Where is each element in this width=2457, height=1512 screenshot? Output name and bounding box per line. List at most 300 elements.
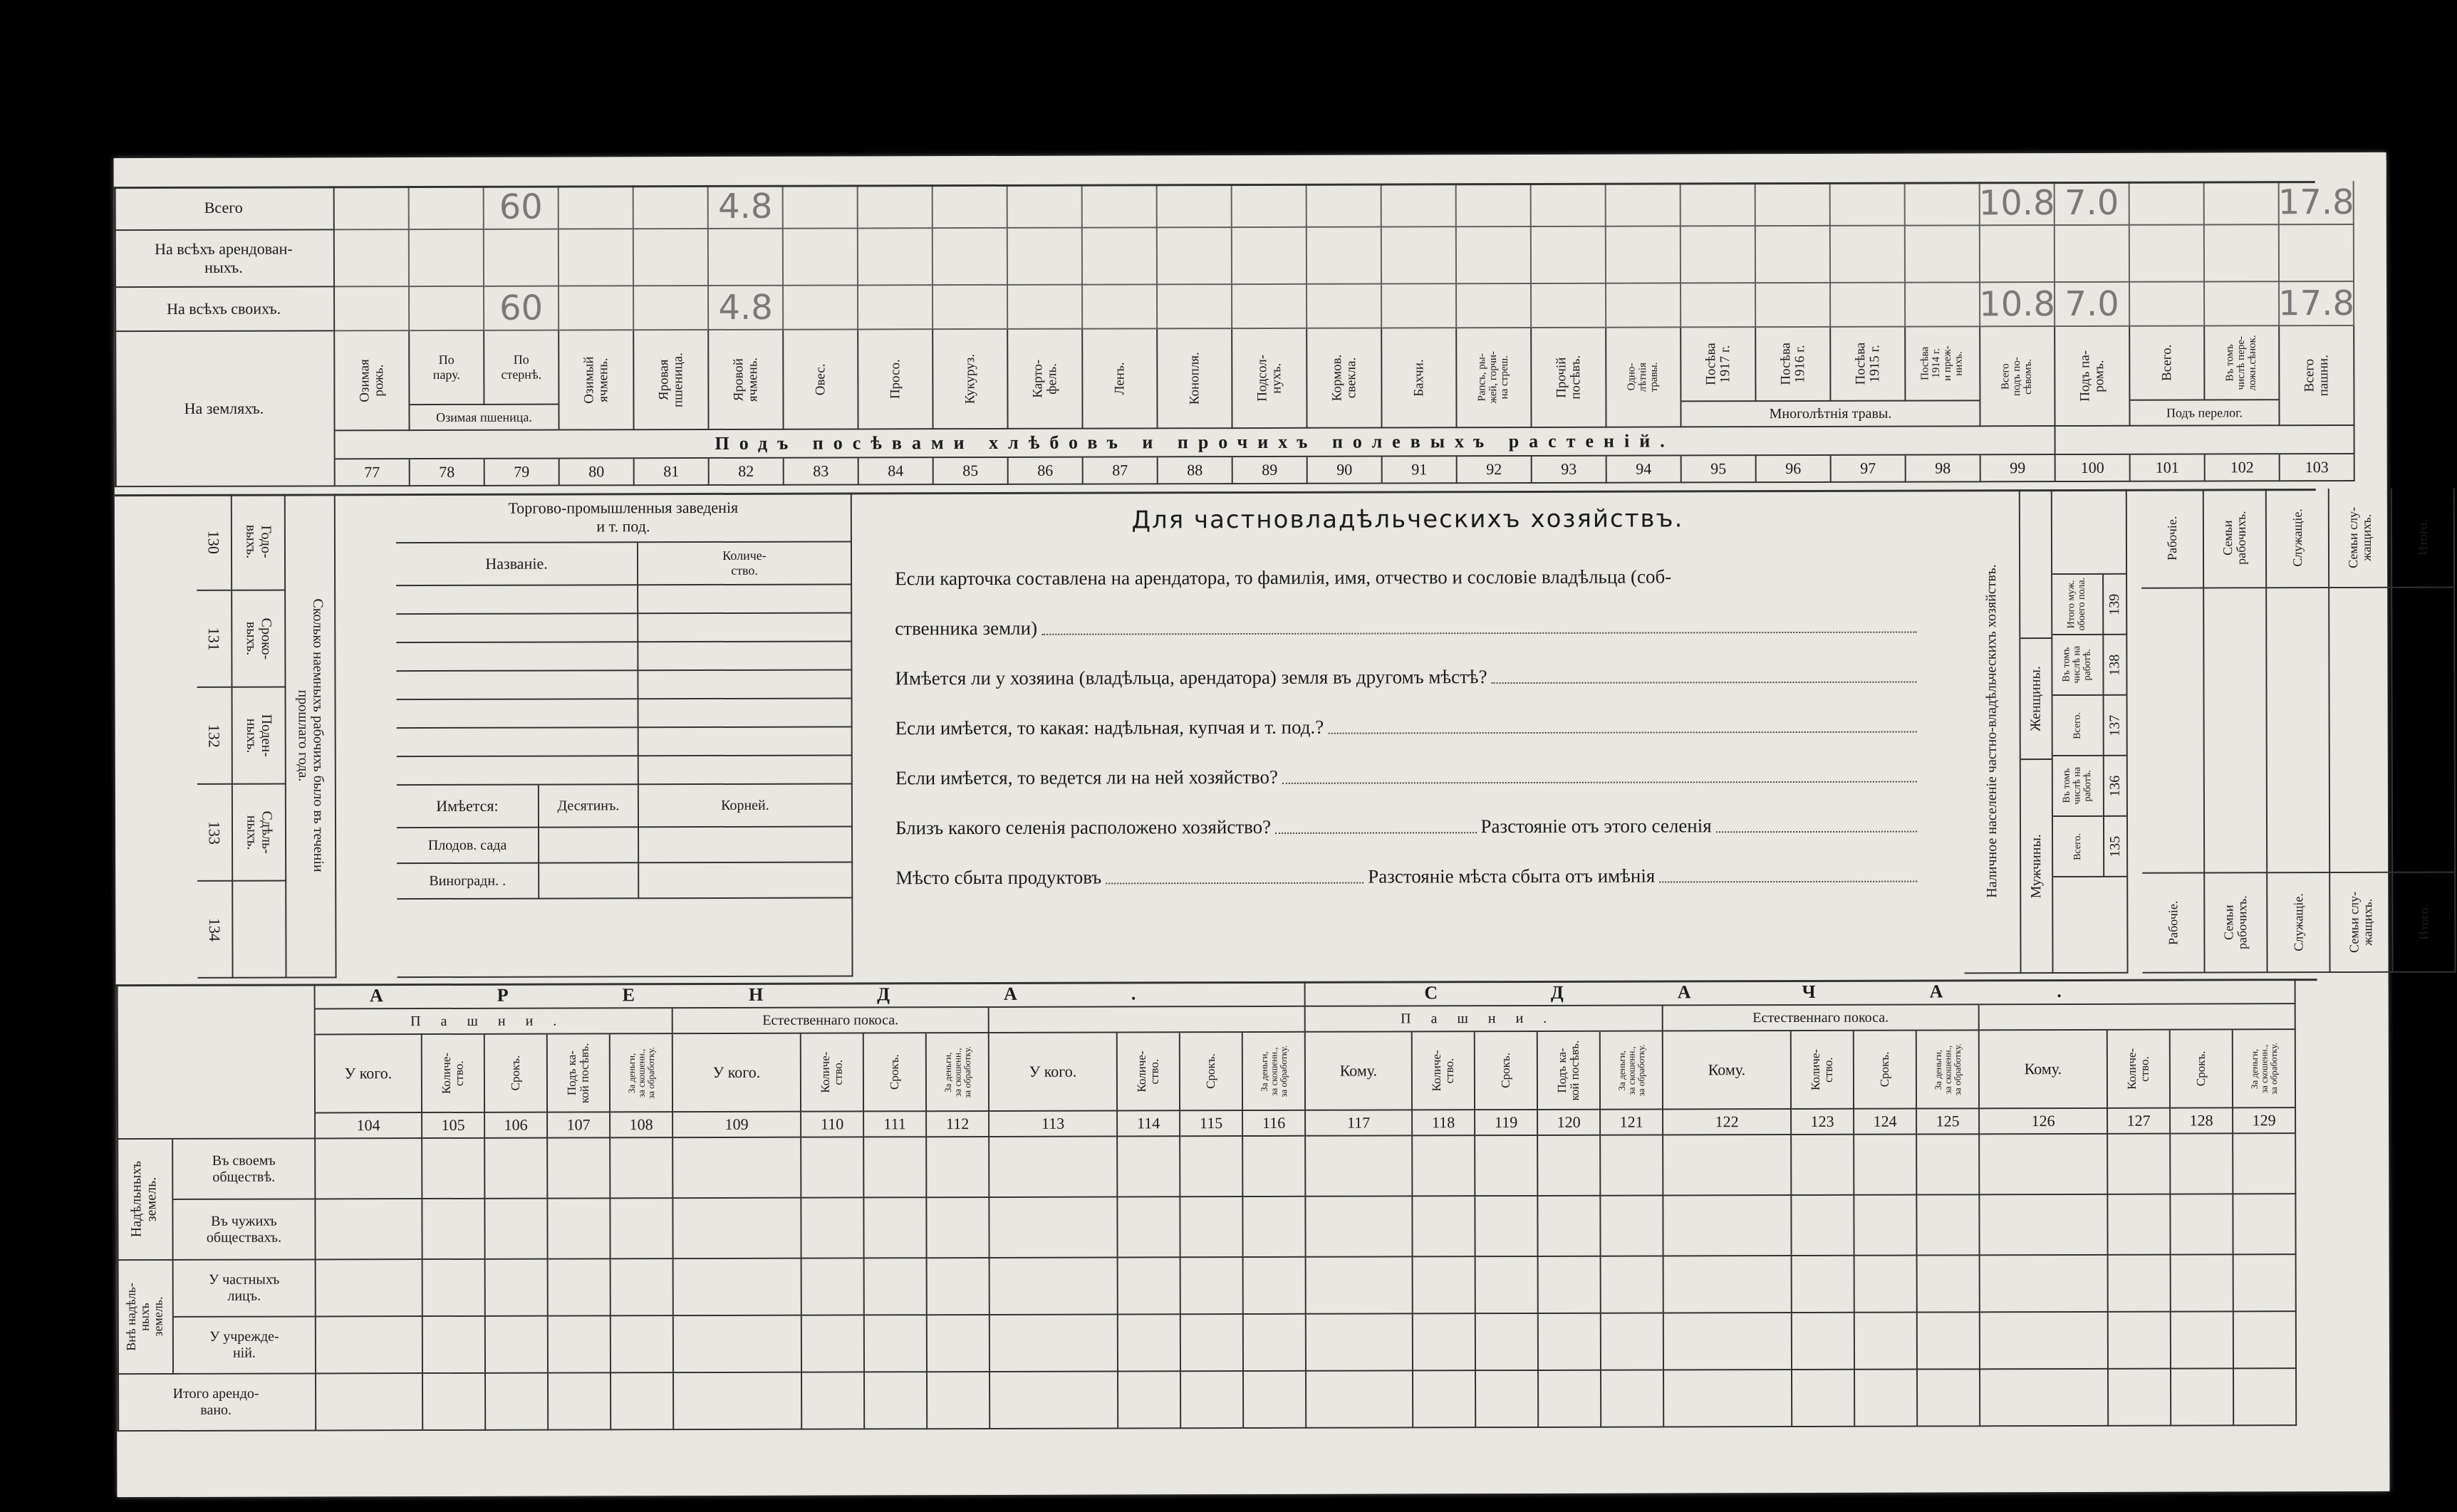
crop-88-row-1 — [1158, 228, 1232, 285]
crop-number-80 — [560, 459, 635, 486]
crop-77-row-0 — [335, 186, 410, 230]
group-label-2 — [117, 1261, 174, 1375]
crop-82-row-0 — [709, 185, 784, 229]
bottom-cell-3-109 — [674, 1316, 802, 1373]
bottom-total-111 — [865, 1372, 928, 1429]
bottom-cell-2-115 — [1181, 1258, 1244, 1315]
crop-number-77-text: 77 — [364, 463, 380, 481]
bottom-head-115-text: Срокъ. — [1203, 1053, 1218, 1089]
bottom-total-127 — [2109, 1370, 2171, 1427]
crop-number-86-text: 86 — [1037, 461, 1054, 479]
right-col-mid-3 — [2329, 588, 2393, 873]
bottom-row-label-3-text: У учрежде- ній. — [209, 1328, 279, 1361]
bottom-num-107 — [548, 1112, 611, 1138]
question-text-5-2: Разстояніе отъ этого селенія — [1480, 815, 1712, 838]
bottom-cell-3-125 — [1918, 1313, 1980, 1370]
bottom-total-104 — [316, 1374, 423, 1431]
bottom-head-108 — [611, 1034, 673, 1112]
crop-number-85 — [934, 458, 1009, 485]
bottom-head-123 — [1792, 1031, 1854, 1110]
right-col-bottom-2 — [2268, 873, 2330, 973]
crop-96-row-1 — [1756, 226, 1831, 283]
bottom-total-122 — [1664, 1370, 1792, 1427]
bottom-cell-2-111 — [865, 1258, 928, 1315]
crop-88-row-0 — [1158, 184, 1232, 228]
crop-79-row-0-text: 60 — [499, 187, 543, 227]
bottom-cell-1-115 — [1180, 1197, 1243, 1258]
bottom-head-119-text: Срокъ. — [1498, 1053, 1513, 1088]
worker-num-134 — [197, 882, 233, 979]
bottom-num-110 — [801, 1112, 864, 1137]
bottom-cell-3-129 — [2234, 1312, 2297, 1369]
bottom-head-107 — [548, 1034, 611, 1112]
bottom-cell-2-104 — [316, 1260, 423, 1317]
right-col-bottom-3-text: Семьи слу- жащихъ. — [2347, 891, 2375, 953]
bottom-num-129 — [2233, 1108, 2296, 1134]
crop-84-row-1 — [858, 229, 933, 286]
crop-90-row-0 — [1307, 184, 1382, 228]
bottom-cell-2-119 — [1476, 1257, 1539, 1314]
bottom-cell-0-110 — [801, 1137, 864, 1198]
crop-header-93-text: Прочій посѣвъ. — [1553, 355, 1583, 400]
bottom-head-127-text: Количе- ство. — [2124, 1048, 2151, 1090]
bottom-num-124 — [1854, 1110, 1917, 1135]
right-col-top-1-text: Семьи рабочихъ. — [2220, 511, 2249, 565]
bottom-num-104 — [316, 1113, 422, 1139]
pop-head-137 — [2053, 696, 2104, 756]
bottom-cell-2-123 — [1792, 1256, 1855, 1313]
bottom-cell-2-113 — [990, 1258, 1118, 1315]
bottom-head-118 — [1413, 1032, 1475, 1110]
bottom-head-111-text: Срокъ. — [887, 1054, 902, 1090]
bottom-head-104-text: У кого. — [344, 1064, 393, 1083]
answer-line-1[interactable] — [1042, 625, 1916, 635]
bottom-head-109-text: У кого. — [712, 1063, 761, 1081]
crop-number-99 — [1981, 455, 2056, 482]
worker-head-131-text: Сроко- выхъ. — [243, 617, 274, 659]
crop-number-102 — [2206, 454, 2280, 481]
crop-83-row-2 — [784, 286, 858, 330]
crop-number-85-text: 85 — [962, 462, 979, 480]
crop-95-row-2 — [1681, 283, 1756, 328]
crop-number-97 — [1832, 456, 1906, 483]
bottom-head-121-text: За деньги, за скошенн., за обработку. — [1616, 1044, 1646, 1096]
bottom-row-label-1-text: Въ чужихъ обществахъ. — [206, 1213, 282, 1246]
bottom-head-114 — [1118, 1033, 1180, 1111]
bottom-cell-2-127 — [2109, 1256, 2171, 1313]
crop-header-96-text: Посѣва 1916 г. — [1777, 343, 1807, 385]
crop-number-82-text: 82 — [738, 462, 754, 480]
bottom-cell-1-120 — [1538, 1196, 1601, 1257]
arenda-banner-text: АРЕНДА. — [369, 983, 1250, 1006]
question-text-6-2: Разстояніе мѣста сбыта отъ имѣнія — [1368, 865, 1656, 887]
bottom-num-112 — [927, 1112, 989, 1137]
crop-97-row-2 — [1831, 283, 1906, 328]
bottom-total-124 — [1855, 1370, 1918, 1427]
crop-100-row-0 — [2055, 182, 2130, 226]
trade-title-text: Торгово-промышленныя заведенія и т. под. — [508, 498, 739, 536]
trade-name-row-6 — [397, 756, 639, 786]
question-text-5-0: Близъ какого селенія расположено хозяйство? — [895, 815, 1272, 839]
bottom-cell-2-112 — [928, 1258, 990, 1315]
has-col-0 — [539, 785, 639, 828]
answer-line-5-1[interactable] — [1275, 825, 1476, 834]
bottom-cell-2-121 — [1601, 1256, 1664, 1313]
crop-header-97 — [1831, 328, 1906, 402]
crop-header-95-text: Посѣва 1917 г. — [1703, 343, 1733, 386]
bottom-total-117 — [1307, 1371, 1413, 1428]
bottom-total-113 — [990, 1372, 1118, 1429]
group-label-2-text: Внѣ надѣль- ныхъ земель. — [123, 1283, 165, 1351]
private-title: Для частновладѣльческихъ хозяйствъ. — [1131, 504, 1684, 535]
crop-number-98-text: 98 — [1935, 459, 1951, 477]
worker-num-131 — [197, 591, 232, 688]
crop-header-89 — [1232, 329, 1307, 429]
bottom-total-110 — [802, 1372, 865, 1429]
pop-head-136-text: Въ томъ числѣ на работѣ. — [2061, 767, 2094, 805]
bottom-cell-0-116 — [1243, 1137, 1306, 1197]
crop-93-row-2 — [1532, 284, 1606, 328]
right-col-top-4-text: Итого. — [2415, 519, 2430, 556]
bottom-cell-2-114 — [1118, 1258, 1181, 1315]
crop-header-77-text: Озимая рожь. — [356, 358, 386, 402]
bottom-total-119 — [1476, 1371, 1539, 1428]
crop-header-81 — [634, 330, 709, 430]
crop-number-80-text: 80 — [588, 462, 605, 481]
crop-86-row-0 — [1008, 184, 1083, 229]
right-col-bottom-2-text: Служащіе. — [2290, 893, 2306, 951]
crop-header-99 — [1980, 327, 2055, 427]
right-col-bottom-0 — [2142, 873, 2205, 973]
crop-header-79-text: По стернѣ. — [501, 352, 542, 382]
crop-80-row-0 — [559, 185, 634, 229]
bottom-total-107 — [549, 1373, 611, 1430]
crop-81-row-0 — [634, 185, 709, 229]
bottom-head-120-text: Подъ ка- кой посѣвъ. — [1554, 1040, 1582, 1101]
crop-number-78-text: 78 — [439, 462, 455, 481]
right-col-top-0 — [2141, 489, 2204, 588]
crop-87-row-2 — [1083, 285, 1158, 329]
trade-name-row-2 — [396, 642, 638, 672]
bottom-num-126-text: 126 — [2031, 1112, 2055, 1130]
bottom-num-106 — [485, 1113, 548, 1139]
crop-102-row-2 — [2205, 282, 2280, 326]
pop-num-136 — [2104, 756, 2128, 817]
pop-num-135 — [2104, 817, 2128, 877]
group-label-1-text: Надѣльныхъ земель. — [128, 1161, 160, 1238]
bottom-cell-0-118 — [1413, 1136, 1475, 1196]
top-row-label-2-text: На всѣхъ своихъ. — [167, 299, 281, 318]
has-col-0-text: Десятинъ. — [557, 797, 620, 814]
bottom-head-106 — [485, 1035, 548, 1113]
men-label — [2021, 760, 2054, 974]
bottom-cell-1-107 — [548, 1199, 611, 1259]
bottom-cell-3-114 — [1118, 1315, 1181, 1372]
bottom-cell-0-129 — [2233, 1134, 2296, 1194]
bottom-total-123 — [1792, 1370, 1855, 1427]
crop-header-82 — [709, 330, 784, 430]
women-label-text: Женщины. — [2027, 666, 2044, 732]
crop-89-row-1 — [1232, 228, 1307, 285]
crop-89-row-2 — [1232, 285, 1307, 329]
bottom-cell-1-127 — [2108, 1195, 2171, 1256]
answer-line-6-3[interactable] — [1659, 874, 1917, 883]
bottom-head-125 — [1917, 1031, 1980, 1109]
bottom-cell-1-125 — [1917, 1195, 1980, 1256]
answer-line-5-3[interactable] — [1716, 824, 1917, 833]
crop-77-row-1 — [335, 230, 410, 287]
crop-98-row-1 — [1906, 226, 1980, 283]
trade-qty-row-5 — [639, 727, 853, 756]
has-label — [397, 786, 539, 829]
banner-blank — [2056, 426, 2355, 455]
crop-number-87-text: 87 — [1112, 461, 1128, 479]
bottom-head-105-text: Количе- ство. — [439, 1052, 466, 1095]
has-row-val1-0 — [639, 827, 853, 863]
pop-head-139 — [2052, 575, 2104, 635]
crop-number-88 — [1158, 457, 1233, 484]
bottom-cell-1-105 — [422, 1199, 485, 1260]
crop-number-92-text: 92 — [1486, 460, 1502, 479]
pop-bottom-blank — [2053, 877, 2128, 974]
crop-number-79 — [485, 459, 560, 486]
bottom-cell-1-117 — [1306, 1196, 1413, 1257]
right-col-bottom-4 — [2393, 873, 2456, 973]
pop-head-135-text: Всего. — [2072, 833, 2083, 860]
bottom-cell-3-120 — [1539, 1314, 1601, 1371]
bottom-head-112 — [927, 1033, 989, 1112]
crop-93-row-0 — [1532, 183, 1606, 227]
bottom-head-110-text: Количе- ство. — [818, 1051, 845, 1093]
crop-header-99-text: Всего подъ по- сѣвомъ. — [2000, 356, 2034, 396]
crop-header-103-text: Всего пашни. — [2301, 354, 2331, 397]
bottom-corner — [116, 984, 316, 1140]
crop-number-86 — [1009, 458, 1084, 485]
has-row-val0-0 — [539, 828, 639, 863]
crop-101-row-1 — [2130, 225, 2205, 282]
sub-mnogolet-text: Многолѣтнія травы. — [1769, 405, 1892, 422]
has-row-val1-1 — [639, 862, 853, 899]
crop-92-row-2 — [1457, 284, 1532, 328]
right-col-bottom-0-text: Рабочіе. — [2165, 900, 2180, 945]
crop-81-row-2 — [634, 286, 709, 330]
answer-line-3[interactable] — [1328, 724, 1916, 734]
trade-name-row-5 — [397, 728, 639, 757]
crop-number-91 — [1383, 457, 1458, 484]
bottom-head-129 — [2233, 1030, 2296, 1108]
bottom-cell-3-122 — [1664, 1313, 1792, 1370]
bottom-head-117 — [1306, 1032, 1413, 1110]
crop-header-93 — [1532, 328, 1606, 428]
population-title-text: Наличное населеніе частно-владѣльческихъ хозяйствъ. — [1983, 564, 2000, 898]
bottom-num-123-text: 123 — [1810, 1112, 1834, 1130]
bottom-cell-1-126 — [1980, 1195, 2108, 1256]
bottom-head-119 — [1475, 1032, 1538, 1110]
crop-header-91 — [1382, 328, 1457, 428]
bottom-cell-1-124 — [1854, 1196, 1917, 1256]
bottom-num-105-text: 105 — [441, 1115, 465, 1134]
group-head-5 — [1980, 1004, 2296, 1031]
trade-name-row-3 — [396, 671, 638, 700]
has-row-label-1-text: Виноградн. . — [429, 872, 507, 889]
crop-number-88-text: 88 — [1187, 461, 1203, 479]
bottom-num-122 — [1663, 1110, 1792, 1135]
bottom-cell-1-123 — [1792, 1196, 1854, 1256]
question-text-1: ственника земли) — [895, 617, 1038, 640]
bottom-head-128-text: Срокъ. — [2193, 1050, 2208, 1087]
bottom-num-109 — [673, 1112, 801, 1138]
worker-num-133 — [197, 785, 233, 882]
crop-86-row-1 — [1008, 229, 1083, 286]
crop-86-row-2 — [1008, 286, 1083, 330]
bottom-head-107-text: Подъ ка- кой посѣвъ. — [564, 1043, 592, 1103]
bottom-cell-3-112 — [928, 1315, 990, 1372]
trade-qty-row-0 — [638, 585, 852, 614]
crop-91-row-0 — [1382, 183, 1457, 227]
bottom-head-122 — [1663, 1031, 1792, 1110]
group-head-4-text: Естественнаго покоса. — [1752, 1009, 1889, 1026]
pop-head-138 — [2052, 635, 2104, 696]
crop-number-91-text: 91 — [1411, 460, 1428, 479]
crop-header-88 — [1158, 329, 1232, 429]
top-row-label-1-text: На всѣхъ арендован- ныхъ. — [155, 239, 293, 276]
crop-header-90 — [1307, 329, 1382, 429]
bottom-cell-3-105 — [423, 1317, 486, 1374]
bottom-num-125 — [1917, 1109, 1980, 1135]
bottom-cell-0-108 — [611, 1138, 673, 1199]
crop-number-99-text: 99 — [2010, 459, 2026, 477]
crop-number-96 — [1757, 456, 1832, 483]
right-col-top-3-text: Семьи слу- жащихъ. — [2345, 506, 2374, 568]
worker-head-133 — [233, 785, 286, 882]
group-head-3 — [1306, 1006, 1663, 1032]
pop-num-138-text: 138 — [2107, 654, 2123, 676]
bottom-head-120 — [1538, 1032, 1601, 1110]
worker-head-134 — [233, 882, 286, 979]
sub-mnogolet — [1681, 401, 1980, 427]
crop-number-89-text: 89 — [1262, 460, 1278, 479]
bottom-total-129 — [2234, 1369, 2297, 1426]
crop-85-row-2 — [933, 286, 1008, 330]
bottom-num-110-text: 110 — [820, 1115, 844, 1133]
bottom-num-124-text: 124 — [1873, 1112, 1897, 1130]
trade-qty-row-3 — [638, 670, 852, 699]
crop-79-row-0 — [484, 186, 559, 230]
crop-number-101 — [2131, 454, 2206, 481]
bottom-cell-1-104 — [316, 1199, 422, 1260]
bottom-num-118 — [1413, 1110, 1475, 1136]
pop-num-139 — [2104, 575, 2127, 635]
crop-header-101 — [2130, 326, 2205, 400]
crop-header-88-text: Конопля. — [1186, 352, 1202, 405]
workers-title-text: Сколько наемныхъ рабочихъ было въ теченіи прошлаго года. — [295, 598, 327, 872]
bottom-head-126 — [1980, 1031, 2108, 1109]
group-head-3-text: Пашни. — [1401, 1010, 1567, 1026]
bottom-head-116-text: За деньги, за скошенн., за обработку. — [1258, 1045, 1289, 1097]
bottom-head-104 — [316, 1035, 422, 1113]
crop-99-row-0-text: 10.8 — [1978, 183, 2055, 224]
pop-head-135 — [2053, 817, 2104, 877]
crop-header-102-text: Въ томъ числѣ пере- ложн.сѣнок. — [2224, 335, 2258, 391]
bottom-num-112-text: 112 — [945, 1115, 970, 1133]
bottom-cell-1-128 — [2171, 1194, 2233, 1255]
worker-head-133-text: Сдѣль- ныхъ. — [244, 810, 275, 854]
crop-87-row-1 — [1083, 228, 1158, 285]
bottom-cell-1-112 — [927, 1198, 989, 1258]
crop-header-83-text: Овес. — [812, 363, 828, 395]
worker-head-132 — [232, 688, 286, 785]
trade-name-head-text: Названіе. — [485, 554, 548, 573]
bottom-cell-2-108 — [611, 1259, 674, 1316]
bottom-cell-0-126 — [1980, 1135, 2108, 1195]
bottom-cell-0-111 — [864, 1137, 927, 1198]
bottom-total-label — [117, 1374, 316, 1432]
worker-num-132 — [197, 688, 232, 785]
trade-qty-row-1 — [638, 613, 852, 642]
worker-num-130-text: 130 — [204, 530, 223, 554]
bottom-cell-3-117 — [1307, 1314, 1413, 1371]
pop-num-135-text: 135 — [2107, 835, 2124, 857]
bottom-head-114-text: Количе- ство. — [1134, 1050, 1161, 1093]
crop-number-83-text: 83 — [813, 462, 829, 480]
trade-qty-head-text: Количе- ство. — [722, 548, 767, 578]
bottom-cell-0-122 — [1663, 1135, 1792, 1196]
bottom-num-108 — [611, 1112, 673, 1138]
sub-ozimaya-pshenitsa — [410, 405, 559, 432]
bottom-total-120 — [1539, 1371, 1601, 1428]
census-card-page — [114, 152, 2431, 1497]
bottom-total-105 — [423, 1374, 486, 1431]
crop-85-row-0 — [933, 184, 1008, 229]
crop-header-85-text: Кукуруз. — [962, 353, 977, 405]
crop-number-96-text: 96 — [1785, 459, 1802, 478]
bottom-cell-2-105 — [423, 1260, 486, 1317]
group-head-0 — [316, 1008, 673, 1035]
bottom-num-120-text: 120 — [1557, 1112, 1581, 1131]
bottom-cell-2-120 — [1539, 1257, 1601, 1314]
right-col-bottom-1 — [2205, 873, 2268, 973]
bottom-total-115 — [1181, 1372, 1244, 1429]
bottom-num-128-text: 128 — [2189, 1111, 2213, 1130]
answer-line-2[interactable] — [1492, 674, 1917, 684]
bottom-total-109 — [674, 1373, 802, 1430]
crop-header-87-text: Ленъ. — [1111, 362, 1127, 395]
banner — [336, 427, 2056, 459]
answer-line-6-1[interactable] — [1106, 875, 1363, 885]
group-head-1 — [673, 1008, 989, 1034]
sub-perelog-text: Подъ перелог. — [2166, 405, 2243, 420]
bottom-head-128 — [2171, 1030, 2233, 1108]
bottom-head-127 — [2108, 1031, 2171, 1109]
crop-87-row-0 — [1083, 184, 1158, 228]
bottom-cell-1-113 — [989, 1197, 1118, 1258]
bottom-cell-2-109 — [674, 1259, 802, 1316]
bottom-num-114 — [1118, 1111, 1180, 1137]
trade-qty-row-6 — [639, 756, 853, 785]
answer-line-4[interactable] — [1282, 774, 1917, 784]
group-head-1-text: Естественнаго покоса. — [762, 1011, 899, 1028]
crop-94-row-0 — [1606, 182, 1681, 226]
worker-num-134-text: 134 — [205, 917, 224, 942]
bottom-num-121 — [1601, 1110, 1663, 1135]
bottom-total-106 — [486, 1374, 549, 1431]
question-text-0: Если карточка составлена на арендатора, то фамилія, имя, отчество и сословіе владѣльца (соб- — [895, 565, 1672, 590]
crop-103-row-0-text: 17.8 — [2277, 182, 2354, 223]
bottom-row-label-1 — [173, 1199, 316, 1261]
crop-79-row-2 — [484, 287, 559, 331]
bottom-cell-1-129 — [2233, 1194, 2296, 1255]
crop-header-92 — [1457, 328, 1532, 428]
